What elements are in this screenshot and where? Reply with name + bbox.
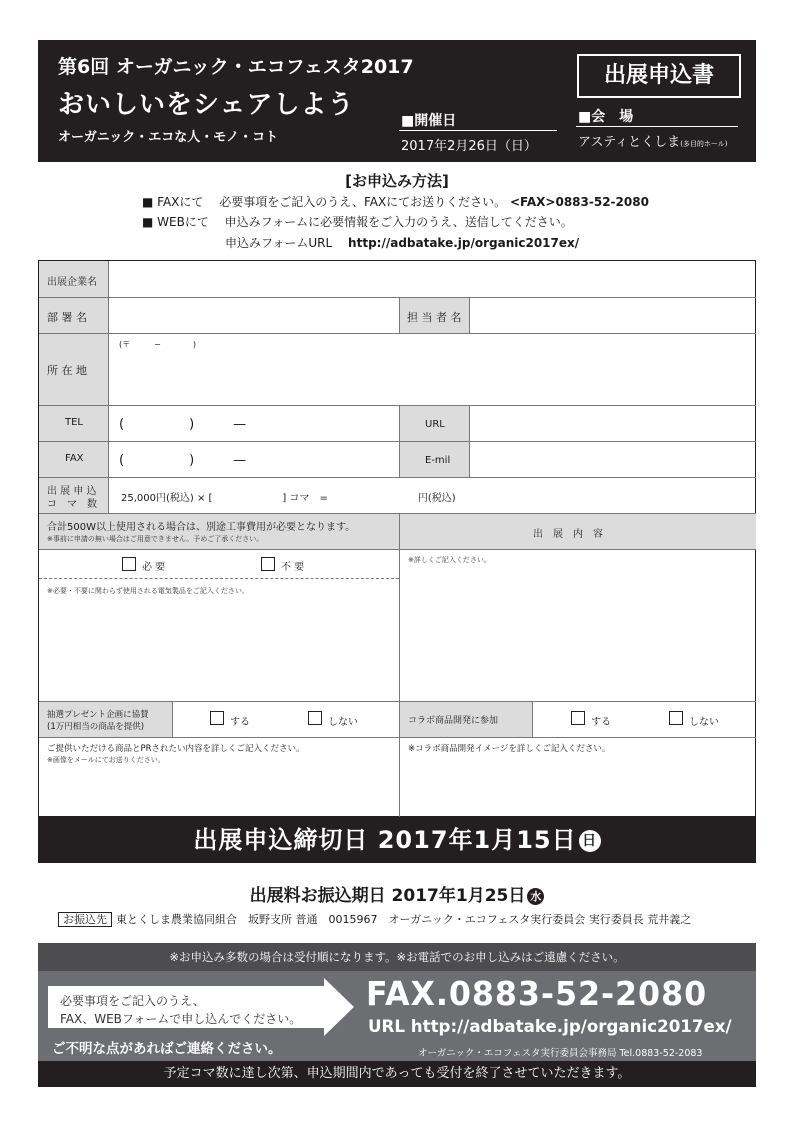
- column-divider: [172, 701, 173, 737]
- lottery-dont-checkbox[interactable]: [308, 711, 322, 725]
- product-pr-area[interactable]: [40, 765, 398, 815]
- lottery-label-line1: 抽選プレゼント企画に協賛: [47, 710, 149, 720]
- notice-bottom: 予定コマ数に達し次第、申込期間内であっても受付を終了させていただきます。: [38, 1061, 756, 1087]
- venue-label: ■会 場: [578, 109, 634, 125]
- collab-note: ※コラボ商品開発イメージを詳しくご記入ください。: [408, 744, 611, 754]
- venue-divider: [576, 126, 738, 127]
- column-divider: [469, 405, 470, 477]
- payee-text: 東とくしま農業協同組合 坂野支所 普通 0015967 オーガニック・エコフェスタ実行委員会 実行委員長 荒井義之: [116, 913, 692, 926]
- date-label: ■開催日: [401, 113, 457, 129]
- row-divider: [39, 297, 756, 298]
- row-divider: [39, 737, 756, 738]
- lottery-label-line2: (1万円相当の商品を提供): [47, 722, 145, 732]
- application-form: [38, 260, 756, 817]
- deadline-banner: [38, 817, 756, 863]
- application-title-box: 出展申込書: [577, 54, 741, 98]
- contact-text: ご不明な点があればご連絡ください。: [52, 1041, 282, 1057]
- url-label: URL: [425, 419, 445, 430]
- office-info: オーガニック・エコフェスタ実行委員会事務局 Tel.0883-52-2083: [418, 1048, 703, 1059]
- product-note-small: ※画像をメールにてお送りください。: [47, 756, 165, 764]
- collab-image-area[interactable]: [400, 755, 755, 815]
- collab-do-label: する: [591, 717, 611, 728]
- need-checkbox[interactable]: [122, 557, 136, 571]
- email-label: E-mil: [425, 455, 451, 466]
- method-web-label: ■ WEBにて: [142, 215, 209, 229]
- label-column-bg: [39, 261, 108, 513]
- collab-label: コラボ商品開発に参加: [408, 716, 499, 726]
- column-divider: [399, 297, 400, 333]
- column-divider: [469, 297, 470, 333]
- payee-info: [58, 911, 691, 927]
- venue-value: [578, 131, 728, 150]
- method-fax-line: [142, 193, 649, 210]
- arrow-line1: 必要事項をご記入のうえ、: [60, 994, 205, 1008]
- address-label: 所 在 地: [47, 364, 87, 377]
- transfer-text: 出展料お振込期日 2017年1月25日: [249, 886, 526, 906]
- collab-do-checkbox[interactable]: [571, 711, 585, 725]
- row-divider: [39, 405, 756, 406]
- method-url-link[interactable]: http://adbatake.jp/organic2017ex/: [348, 236, 580, 250]
- row-divider: [39, 513, 756, 514]
- booth-formula[interactable]: 25,000円(税込) × [ ] コマ = 円(税込): [121, 493, 456, 504]
- lottery-do-label: する: [230, 717, 250, 728]
- date-divider: [399, 130, 557, 131]
- fax-label: FAX: [65, 453, 84, 464]
- subtitle: オーガニック・エコな人・モノ・コト: [58, 130, 279, 145]
- tel-label: TEL: [65, 417, 83, 428]
- exhibit-content-area[interactable]: [400, 561, 755, 699]
- transfer-deadline: [0, 881, 794, 906]
- row-divider: [39, 333, 756, 334]
- booth-label-line2: コ マ 数: [47, 499, 97, 510]
- power-note-small: ※事前に申請の無い場合はご用意できません。予めご了承ください。: [47, 535, 264, 543]
- tel-field[interactable]: ( ) —: [119, 417, 247, 432]
- header-banner: [38, 40, 756, 162]
- arrow-line2: FAX、WEBフォームで申し込んでください。: [60, 1012, 302, 1026]
- deadline-day-badge: 日: [579, 830, 601, 852]
- row-divider: [39, 701, 756, 702]
- event-name: 第6回 オーガニック・エコフェスタ2017: [58, 56, 414, 78]
- payee-tag: お振込先: [58, 912, 112, 927]
- exhibit-note: ※詳しくご記入ください。: [408, 556, 491, 564]
- no-need-checkbox[interactable]: [261, 557, 275, 571]
- main-title: おいしいをシェアしよう: [58, 90, 355, 120]
- method-fax-text: 必要事項をご記入のうえ、FAXにてお送りください。: [219, 195, 507, 209]
- notice-top: ※お申込み多数の場合は受付順になります。※お電話でのお申し込みはご遠慮ください。: [38, 943, 756, 971]
- venue-note: (多目的ホール): [680, 140, 728, 148]
- power-note: 合計500W以上使用される場合は、別途工事費用が必要となります。: [47, 522, 356, 533]
- fax-field[interactable]: ( ) —: [119, 453, 247, 468]
- row-divider: [39, 549, 756, 550]
- postal-code-field[interactable]: (〒 − ): [119, 340, 196, 349]
- electric-items-area[interactable]: [40, 591, 398, 699]
- exhibit-label: 出 展 内 容: [533, 529, 603, 540]
- booth-label-line1: 出 展 申 込: [47, 486, 97, 497]
- date-value: 2017年2月26日（日）: [401, 139, 537, 154]
- method-url-line: [225, 234, 579, 251]
- url-big[interactable]: URL http://adbatake.jp/organic2017ex/: [368, 1017, 732, 1037]
- method-url-label: 申込みフォームURL: [225, 236, 333, 250]
- person-label: 担 当 者 名: [407, 311, 462, 324]
- method-fax-label: ■ FAXにて: [142, 195, 204, 209]
- method-web-line: [142, 213, 573, 230]
- need-label: 必 要: [142, 562, 166, 573]
- fax-number-big: FAX.0883-52-2080: [366, 974, 708, 1013]
- column-divider: [108, 261, 109, 513]
- transfer-day-badge: 水: [527, 888, 544, 905]
- venue-name: アスティとくしま: [578, 135, 681, 150]
- lottery-do-checkbox[interactable]: [210, 711, 224, 725]
- row-divider: [39, 477, 756, 478]
- method-title: [お申込み方法]: [345, 172, 449, 190]
- column-divider: [399, 405, 400, 477]
- dept-label: 部 署 名: [47, 311, 87, 324]
- row-divider: [39, 441, 756, 442]
- collab-dont-label: しない: [689, 717, 719, 728]
- dashed-divider: [39, 578, 399, 579]
- column-divider: [532, 701, 533, 737]
- method-web-text: 申込みフォームに必要情報をご入力のうえ、送信してください。: [224, 215, 573, 229]
- deadline-text: 出展申込締切日 2017年1月15日: [193, 826, 577, 854]
- method-fax-number: <FAX>0883-52-2080: [510, 195, 649, 209]
- product-note: ご提供いただける商品とPRされたい内容を詳しくご記入ください。: [47, 744, 305, 754]
- collab-dont-checkbox[interactable]: [669, 711, 683, 725]
- no-need-label: 不 要: [281, 562, 305, 573]
- lottery-dont-label: しない: [328, 717, 358, 728]
- company-label: 出展企業名: [47, 277, 97, 288]
- electric-note: ※必要・不要に関わらず使用される電気製品をご記入ください。: [47, 587, 249, 595]
